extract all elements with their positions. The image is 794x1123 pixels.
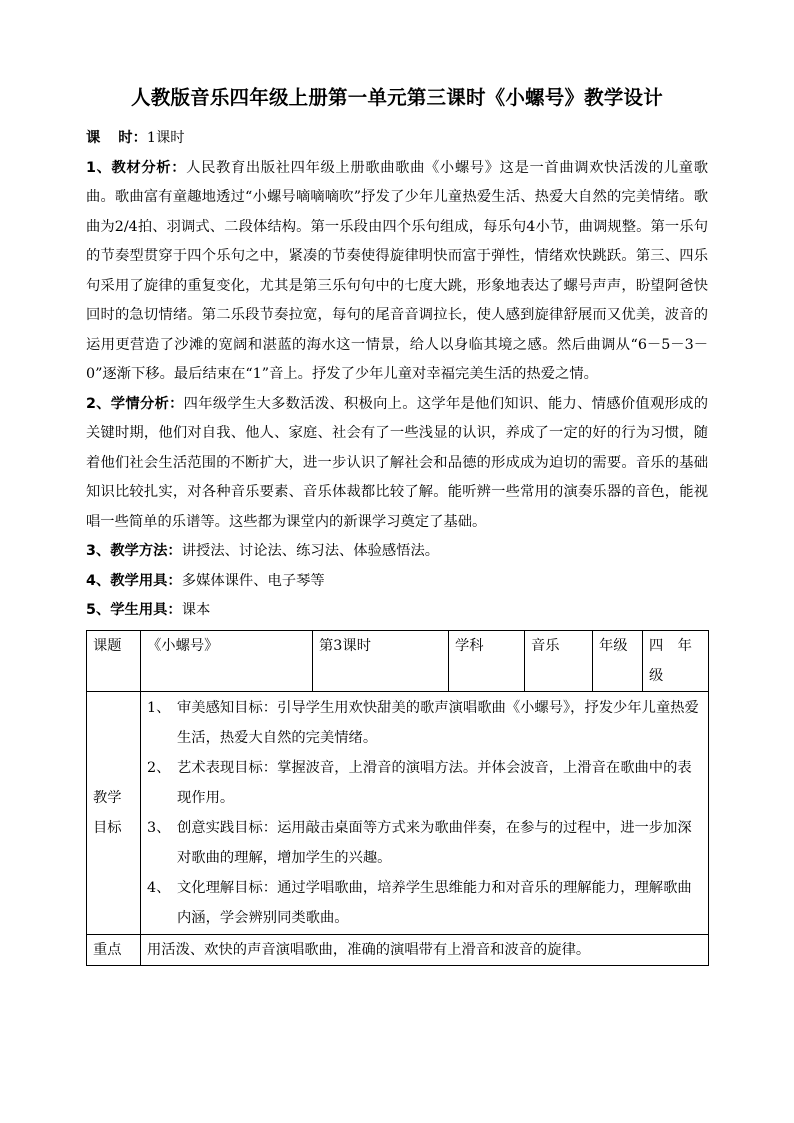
section-heading: 3、教学方法： — [86, 543, 182, 559]
section-heading: 1、教材分析： — [86, 159, 187, 176]
section-text: 课本 — [181, 602, 211, 618]
table-header-row — [87, 630, 709, 691]
objective-text: 审美感知目标：引导学生用欢快甜美的歌声演唱歌曲《小螺号》，抒发少年儿童热爱生活，热爱大自然的完美情绪。 — [177, 699, 699, 746]
objective-number: 2、 — [147, 759, 171, 776]
section-text: 多媒体课件、电子琴等 — [181, 572, 325, 589]
section-textbook-analysis — [86, 154, 708, 390]
subject-value-cell: 音乐 — [525, 630, 593, 691]
section-student-tools — [86, 596, 708, 626]
section-text: 人民教育出版社四年级上册歌曲歌曲《小螺号》这是一首曲调欢快活泼的儿童歌曲。歌曲富有童趣地透过“小螺号嘀嘀嘀吹”抒发了少年儿童热爱生活、热爱大自然的完美情绪。歌曲为2/4拍、羽调式、二段体结构。第一乐段由四个乐句组成，每乐句4小节，曲调规整。第一乐句的节奏型贯穿于四个乐句之中，紧凑的节奏使得旋律明快而富于弹性，情绪欢快跳跃。第三、四乐句采用了旋律的重复变化，尤其是第三乐句句中的七度大跳，形象地表达了螺号声声，盼望阿爸快回时的急切情绪。第二乐段节奏拉宽，每句的尾音音调拉长，使人感到旋律舒展而又优美，波音的运用更营造了沙滩的宽阔和湛蓝的海水这一情景，给人以身临其境之感。然后曲调从“6－5－3－0”逐渐下移。最后结束在“1”音上。抒发了少年儿童对幸福完美生活的热爱之情。 — [86, 159, 709, 382]
grade-value-cell: 四 年级 — [643, 630, 709, 691]
grade-label-cell: 年级 — [593, 630, 643, 691]
section-heading: 5、学生用具： — [86, 602, 182, 618]
objective-text: 文化理解目标：通过学唱歌曲，培养学生思维能力和对音乐的理解能力，理解歌曲内涵，学会辨别同类歌曲。 — [177, 879, 692, 926]
objective-item — [147, 813, 702, 873]
class-hours-line — [86, 124, 708, 154]
objectives-cell — [141, 691, 709, 934]
class-hours-label-a: 课 — [86, 130, 101, 146]
document-title: 人教版音乐四年级上册第一单元第三课时《小螺号》教学设计 — [131, 86, 663, 109]
objective-text: 艺术表现目标：掌握波音，上滑音的演唱方法。并体会波音，上滑音在歌曲中的表现作用。 — [177, 759, 692, 806]
objective-number: 1、 — [147, 699, 171, 716]
objectives-row — [87, 691, 709, 934]
section-heading: 2、学情分析： — [86, 395, 184, 412]
section-text: 讲授法、讨论法、练习法、体验感悟法。 — [181, 543, 440, 559]
class-hours-value: 1课时 — [146, 130, 185, 146]
topic-label-cell: 课题 — [87, 630, 141, 691]
objective-item — [147, 873, 702, 933]
objective-number: 3、 — [147, 819, 171, 836]
key-point-row — [87, 934, 709, 965]
objective-item — [147, 693, 702, 753]
objective-text: 创意实践目标：运用敲击桌面等方式来为歌曲伴奏，在参与的过程中，进一步加深对歌曲的理解，增加学生的兴趣。 — [177, 819, 692, 866]
objective-number: 4、 — [147, 879, 171, 896]
subject-label-cell: 学科 — [449, 630, 525, 691]
lesson-table — [86, 630, 709, 966]
objectives-label-cell: 教学目标 — [87, 691, 141, 934]
document-page — [86, 82, 708, 966]
class-hours-label-b: 时： — [118, 130, 147, 146]
section-student-analysis — [86, 390, 708, 538]
objective-item — [147, 753, 702, 813]
section-teaching-tools — [86, 567, 708, 597]
section-teaching-methods — [86, 537, 708, 567]
key-point-label-cell: 重点 — [87, 934, 141, 965]
lesson-cell: 第3课时 — [313, 630, 449, 691]
section-heading: 4、教学用具： — [86, 572, 182, 589]
key-point-text-cell: 用活泼、欢快的声音演唱歌曲，准确的演唱带有上滑音和波音的旋律。 — [141, 934, 709, 965]
topic-value-cell: 《小螺号》 — [141, 630, 313, 691]
section-text: 四年级学生大多数活泼、积极向上。这学年是他们知识、能力、情感价值观形成的关键时期，他们对自我、他人、家庭、社会有了一些浅显的认识，养成了一定的好的行为习惯，随着他们社会生活范围的不断扩大，进一步认识了解社会和品德的形成成为迫切的需要。音乐的基础知识比较扎实，对各种音乐要素、音乐体裁都比较了解。能听辨一些常用的演奏乐器的音色，能视唱一些简单的乐谱等。这些都为课堂内的新课学习奠定了基础。 — [86, 395, 709, 530]
